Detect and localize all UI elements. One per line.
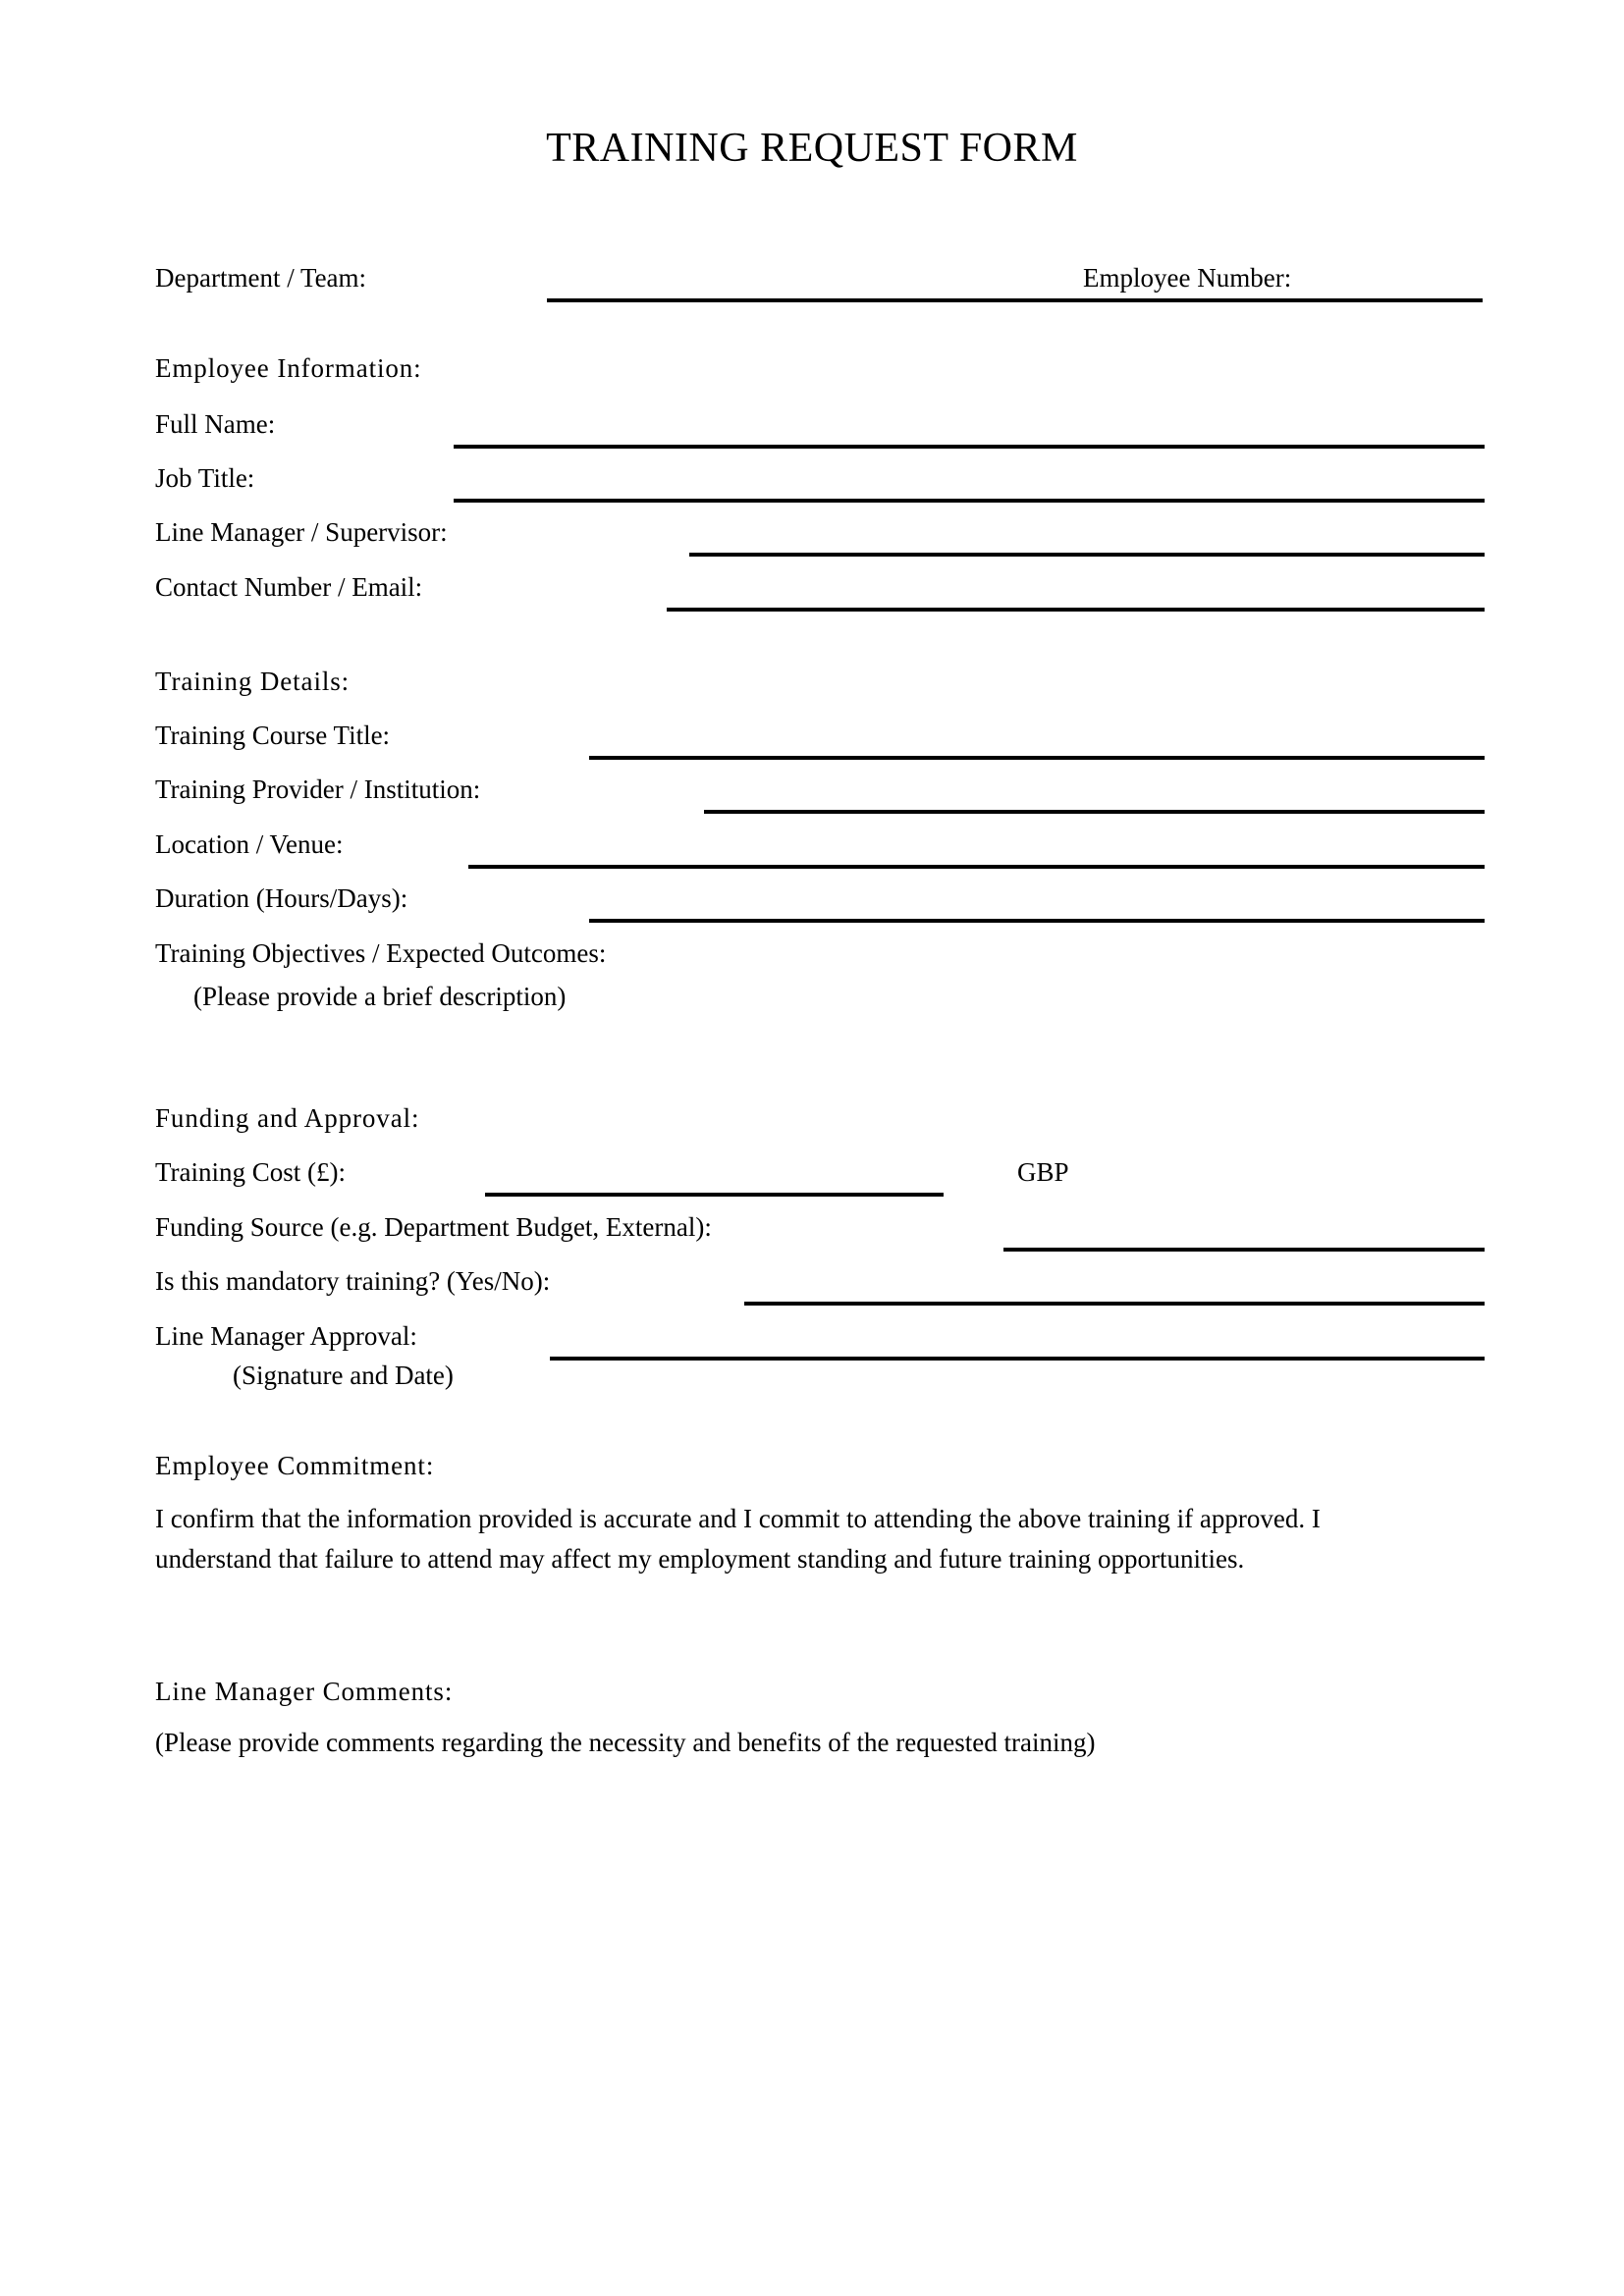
- mandatory-training-label: Is this mandatory training? (Yes/No):: [155, 1266, 551, 1296]
- line-manager-supervisor-label: Line Manager / Supervisor:: [155, 517, 448, 547]
- signature-date-hint: (Signature and Date): [233, 1361, 454, 1390]
- training-course-title-input-line[interactable]: [589, 756, 1485, 760]
- training-details-heading: Training Details:: [155, 667, 351, 696]
- training-objectives-label: Training Objectives / Expected Outcomes:: [155, 938, 607, 968]
- line-manager-comments-hint: (Please provide comments regarding the necessity and benefits of the requested training): [155, 1728, 1096, 1757]
- commitment-text: I confirm that the information provided is accurate and I commit to attending the above training if approved. I understand that failure to attend may affect my employment standing and future training opportunities.: [155, 1504, 1321, 1574]
- department-team-label: Department / Team:: [155, 263, 367, 293]
- employee-number-label: Employee Number:: [1083, 263, 1292, 293]
- employee-commitment-heading: Employee Commitment:: [155, 1451, 435, 1480]
- funding-source-label: Funding Source (e.g. Department Budget, External):: [155, 1212, 712, 1242]
- training-objectives-hint: (Please provide a brief description): [193, 982, 567, 1011]
- training-provider-label: Training Provider / Institution:: [155, 774, 481, 804]
- funding-source-input-line[interactable]: [1003, 1248, 1485, 1252]
- employee-information-heading: Employee Information:: [155, 353, 422, 383]
- line-manager-approval-input-line[interactable]: [550, 1357, 1485, 1361]
- location-venue-input-line[interactable]: [468, 865, 1485, 869]
- training-cost-label: Training Cost (£):: [155, 1157, 347, 1187]
- line-manager-approval-label: Line Manager Approval:: [155, 1321, 417, 1351]
- training-provider-input-line[interactable]: [704, 810, 1485, 814]
- line-manager-supervisor-input-line[interactable]: [689, 553, 1485, 557]
- contact-number-email-input-line[interactable]: [667, 608, 1485, 612]
- full-name-input-line[interactable]: [454, 445, 1485, 449]
- contact-number-email-label: Contact Number / Email:: [155, 572, 423, 602]
- training-course-title-label: Training Course Title:: [155, 721, 391, 750]
- funding-approval-heading: Funding and Approval:: [155, 1103, 420, 1133]
- job-title-input-line[interactable]: [454, 499, 1485, 503]
- job-title-label: Job Title:: [155, 463, 255, 493]
- training-cost-input-line[interactable]: [485, 1193, 944, 1197]
- full-name-label: Full Name:: [155, 409, 276, 439]
- form-title: TRAINING REQUEST FORM: [546, 126, 1078, 171]
- duration-label: Duration (Hours/Days):: [155, 883, 408, 913]
- mandatory-training-input-line[interactable]: [744, 1302, 1485, 1306]
- department-team-input-line[interactable]: [547, 298, 1483, 302]
- location-venue-label: Location / Venue:: [155, 829, 344, 859]
- currency-label: GBP: [1017, 1157, 1069, 1187]
- duration-input-line[interactable]: [589, 919, 1485, 923]
- line-manager-comments-heading: Line Manager Comments:: [155, 1677, 454, 1706]
